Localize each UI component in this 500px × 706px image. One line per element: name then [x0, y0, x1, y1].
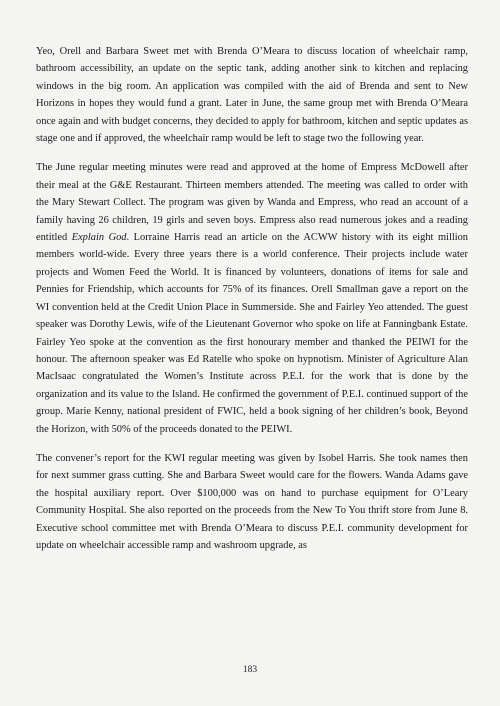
- paragraph-2-text-start: The June regular meeting minutes were read and approved at the home of Empress McDowell after their meal at the G&E Restaurant. Thirteen members attended. The meeting was called to order with the Mary Stewart Collect. The program was given by Wanda and Empress, who read an account of a family having 26 children, 19 girls and seven boys. Empress also read numerous jokes and a reading entitled: [36, 162, 468, 244]
- body-text: [36, 43, 468, 566]
- paragraph-1-text: Yeo, Orell and Barbara Sweet met with Brenda O’Meara to discuss location of wheelchair ramp, bathroom accessibility, an update on the septic tank, adding another sink to kitchen and replacing windows in the big room. An application was compiled with the aid of Brenda and sent to New Horizons in hopes they would fund a grant. Later in June, the same group met with Brenda O’Meara once again and with budget concerns, they decided to apply for bathroom, kitchen and septic updates as stage one and if approved, the wheelchair ramp would be left to stage two the following year.: [36, 46, 468, 145]
- paragraph-3-text: The convener’s report for the KWI regular meeting was given by Isobel Harris. She took names then for next summer grass cutting. She and Barbara Sweet would care for the flowers. Wanda Adams gave the hospital auxiliary report. Over $100,000 was on hand to purchase equipment for O’Leary Community Hospital. She also reported on the proceeds from the New To You thrift store from June 8. Executive school committee met with Brenda O’Meara to discuss P.E.I. community development for update on wheelchair accessible ramp and washroom upgrade, as: [36, 452, 468, 551]
- paragraph-2-text-end: . Lorraine Harris read an article on the ACWW history with its eight million members world-wide. Every three years there is a world conference. Their projects include water projects and Women Feed the World. It is financed by volunteers, donations of items for sale and Pennies for Friendship, which accounts for 75% of its finances. Orell Smallman gave a report on the WI convention held at the Credit Union Place in Summerside. She and Fairley Yeo attended. The guest speaker was Dorothy Lewis, wife of the Lieutenant Governor who spoke on life at Fanningbank Estate. Fairley Yeo spoke at the convention as the first honourary member and thanked the PEIWI for the honour. The afternoon speaker was Ed Ratelle who spoke on hypnotism. Minister of Agriculture Alan MacIsaac congratulated the Women’s Institute across P.E.I. for the work that is done by the organization and its value to the Island. He confirmed the government of P.E.I. continued support of the group. Marie Kenny, national president of FWIC, held a book signing of her children’s book, Beyond the Horizon, with 50% of the proceeds donated to the PEIWI.: [36, 232, 468, 435]
- paragraph-2-italic-title: Explain God: [71, 232, 127, 244]
- paragraph-2: [36, 159, 468, 438]
- paragraph-3: [36, 450, 468, 554]
- paragraph-1: [36, 43, 468, 147]
- page-number: 183: [242, 665, 258, 675]
